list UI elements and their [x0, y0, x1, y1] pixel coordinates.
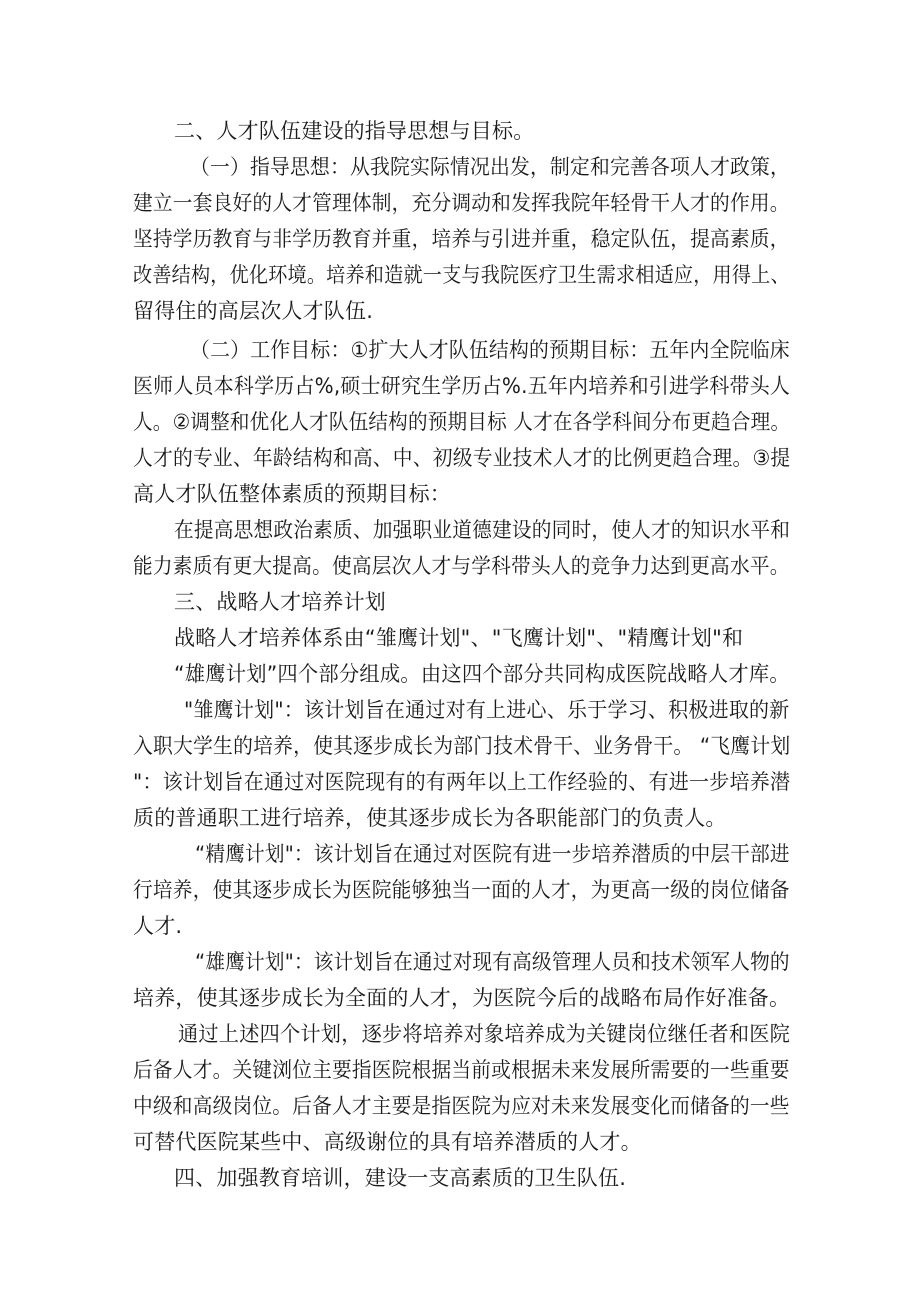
- paragraph-line: 中级和高级岗位。后备人才主要是指医院为应对未来发展变化而储备的一些: [133, 1094, 790, 1118]
- paragraph-line: “精鹰计划"：该计划旨在通过对医院有进一步培养潜质的中层干部进: [195, 842, 790, 866]
- section-heading-2: 二、人才队伍建设的指导思想与目标。: [174, 119, 535, 143]
- paragraph-line: 人。②调整和优化人才队伍结构的预期目标 人才在各学科间分布更趋合理。: [133, 410, 791, 434]
- paragraph-line: 医师人员本科学历占%,硕士研究生学历占%.五年内培养和引进学科带头人: [133, 374, 791, 398]
- paragraph-line: "：该计划旨在通过对医院现有的有两年以上工作经验的、有进一步培养潜: [133, 770, 791, 794]
- paragraph-line: 战略人才培养体系由“雏鹰计划"、"飞鹰计划"、"精鹰计划"和: [174, 626, 744, 650]
- paragraph-line: “雄鹰计划"：该计划旨在通过对现有高级管理人员和技术领军人物的: [195, 950, 790, 974]
- paragraph-line: 留得住的高层次人才队伍.: [133, 299, 374, 323]
- paragraph-line: 行培养，使其逐步成长为医院能够独当一面的人才，为更高一级的岗位储备: [133, 878, 790, 902]
- paragraph-line: 高人才队伍整体素质的预期目标：: [133, 482, 451, 506]
- paragraph-line: 人才.: [133, 914, 183, 938]
- section-heading-3: 三、战略人才培养计划: [174, 590, 386, 614]
- paragraph-line: 能力素质有更大提高。使高层次人才与学科带头人的竞争力达到更高水平。: [133, 554, 790, 578]
- paragraph-line: 在提高思想政治素质、加强职业道德建设的同时，使人才的知识水平和: [174, 518, 791, 542]
- paragraph-line: 坚持学历教育与非学历教育并重，培养与引进并重，稳定队伍，提高素质，: [133, 227, 790, 251]
- paragraph-line: （一）指导思想：从我院实际情况出发，制定和完善各项人才政策，: [190, 155, 791, 179]
- paragraph-line: 质的普通职工进行培养，使其逐步成长为各职能部门的负责人。: [133, 806, 727, 830]
- paragraph-line: 后备人才。关键浏位主要指医院根据当前或根据未来发展所需要的一些重要: [133, 1058, 790, 1082]
- paragraph-line: “雄鹰计划”四个部分组成。由这四个部分共同构成医院战略人才库。: [174, 662, 790, 686]
- paragraph-line: 可替代医院某些中、高级谢位的具有培养潜质的人才。: [133, 1130, 642, 1154]
- paragraph-line: "雏鹰计划"：该计划旨在通过对有上进心、乐于学习、积极进取的新: [184, 698, 790, 722]
- paragraph-line: 入职大学生的培养，使其逐步成长为部门技术骨干、业务骨干。 “飞鹰计划: [133, 734, 791, 758]
- paragraph-line: 通过上述四个计划，逐步将培养对象培养成为关键岗位继任者和医院: [178, 1022, 791, 1046]
- section-heading-4: 四、加强教育培训，建设一支高素质的卫生队伍.: [174, 1166, 627, 1190]
- paragraph-line: 建立一套良好的人才管理体制，充分调动和发挥我院年轻骨干人才的作用。: [133, 191, 790, 215]
- paragraph-line: （二）工作目标：①扩大人才队伍结构的预期目标：五年内全院临床: [190, 338, 790, 362]
- paragraph-line: 人才的专业、年龄结构和高、中、初级专业技术人才的比例更趋合理。③提: [133, 446, 791, 470]
- paragraph-line: 培养，使其逐步成长为全面的人才，为医院今后的战略布局作好准备。: [133, 986, 791, 1010]
- paragraph-line: 改善结构，优化环境。培养和造就一支与我院医疗卫生需求相适应，用得上、: [133, 263, 790, 287]
